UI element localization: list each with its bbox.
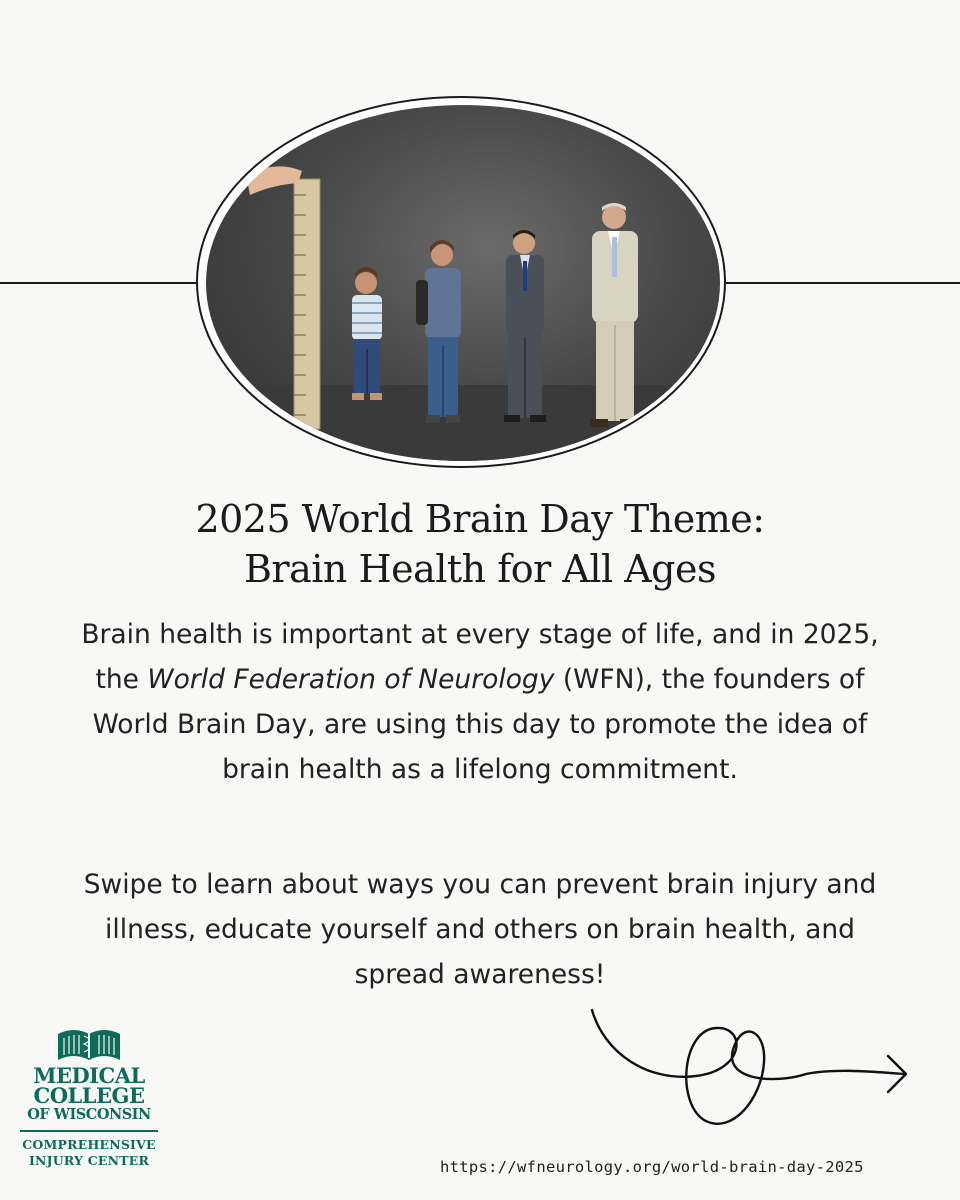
intro-text-end: (WFN), the founders of World Brain Day, are using this day to promote the idea of brain health as a lifelong commitment. [92,664,868,785]
logo-sub-injury: INJURY CENTER [28,1153,150,1168]
intro-paragraph [70,612,890,792]
decorative-rule-right [724,282,960,284]
mcw-logo [18,1024,160,1169]
swipe-arrow-icon [586,1002,916,1132]
logo-line-college: COLLEGE [33,1083,145,1108]
hero-photo [206,105,720,461]
child-figure [352,267,382,400]
book-caduceus-icon [54,1024,124,1064]
logo-sub-comprehensive: COMPREHENSIVE [22,1137,156,1152]
title-line-1: 2025 World Brain Day Theme: [195,497,765,541]
adult-figure [504,230,546,422]
title-line-2: Brain Health for All Ages [244,547,716,591]
intro-text-start: Brain health is important at every stage of life, and in 2025, the [81,619,879,695]
logo-line-medical: MEDICAL [33,1063,145,1088]
source-url[interactable]: https://wfneurology.org/world-brain-day-2025 [440,1158,864,1176]
logo-line-wisconsin: OF WISCONSIN [27,1106,151,1123]
page-title [0,494,960,594]
elder-figure [590,203,638,427]
decorative-rule-left [0,282,196,284]
logo-divider [20,1130,158,1132]
wfn-name: World Federation of Neurology [147,664,555,695]
swipe-paragraph: Swipe to learn about ways you can prevent brain injury and illness, educate yourself and others on brain health, and spread awareness! [83,869,877,990]
